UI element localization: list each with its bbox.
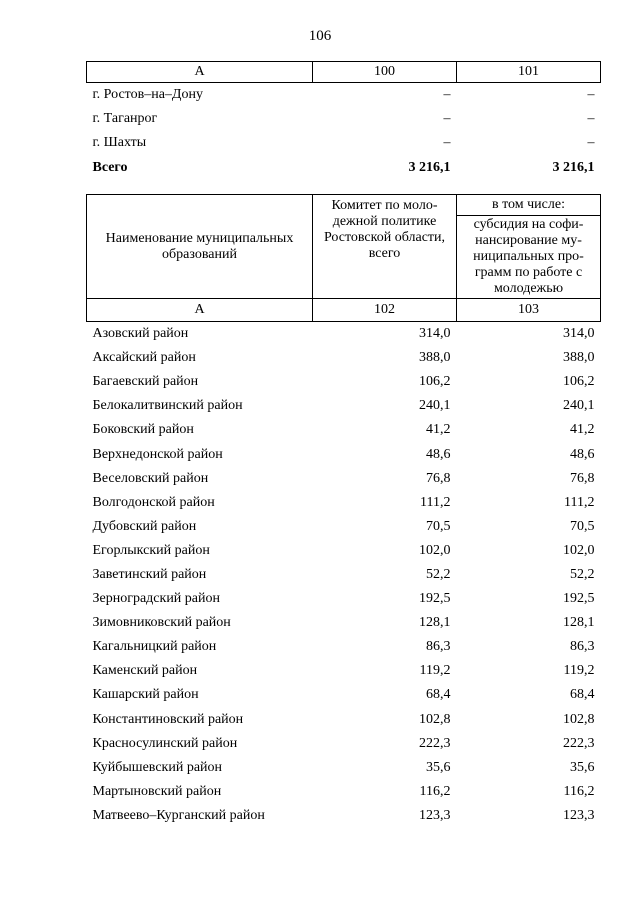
table-row bbox=[87, 370, 601, 394]
table-row bbox=[87, 780, 601, 804]
row-value-102: 102,0 bbox=[419, 542, 451, 558]
row-name: Зимовниковский район bbox=[92, 615, 231, 631]
row-value-102: 76,8 bbox=[426, 470, 451, 486]
row-name: Заветинский район bbox=[92, 566, 207, 582]
row-name: г. Шахты bbox=[92, 135, 147, 150]
column-number-103: 103 bbox=[457, 299, 601, 322]
table-row bbox=[87, 442, 601, 466]
column-number-row bbox=[87, 299, 601, 322]
row-value-102: 240,1 bbox=[419, 398, 451, 414]
row-value-102: 102,8 bbox=[419, 711, 451, 727]
row-value-102: 35,6 bbox=[426, 759, 451, 775]
row-value-101: – bbox=[587, 111, 595, 126]
total-row bbox=[87, 155, 601, 181]
row-value-102: 388,0 bbox=[419, 350, 451, 366]
row-name: Красносулинский район bbox=[92, 735, 238, 751]
table-row bbox=[87, 804, 601, 828]
row-name: Аксайский район bbox=[92, 350, 196, 366]
row-value-102: 70,5 bbox=[426, 518, 451, 534]
table-row bbox=[87, 322, 601, 347]
table-row bbox=[87, 107, 601, 131]
row-name: Каменский район bbox=[92, 663, 198, 679]
row-name: Константиновский район bbox=[92, 711, 244, 727]
table-row bbox=[87, 418, 601, 442]
row-value-103: 314,0 bbox=[563, 326, 595, 342]
row-name: Кагальницкий район bbox=[92, 639, 217, 655]
table-row bbox=[87, 756, 601, 780]
column-number-a: А bbox=[87, 299, 313, 322]
row-value-103: 68,4 bbox=[570, 687, 595, 703]
column-number-a: А bbox=[87, 62, 313, 83]
row-value-102: 128,1 bbox=[419, 615, 451, 631]
row-value-103: 52,2 bbox=[570, 566, 595, 582]
row-value-103: 111,2 bbox=[564, 494, 595, 510]
table-row bbox=[87, 131, 601, 155]
row-value-103: 48,6 bbox=[570, 446, 595, 462]
row-value-103: 41,2 bbox=[570, 422, 595, 438]
total-value-100: 3 216,1 bbox=[408, 160, 451, 175]
row-value-102: 52,2 bbox=[426, 566, 451, 582]
table-row bbox=[87, 635, 601, 659]
row-name: Багаевский район bbox=[92, 374, 199, 390]
row-value-103: 86,3 bbox=[570, 639, 595, 655]
row-name: г. Таганрог bbox=[92, 111, 158, 126]
row-value-103: 128,1 bbox=[563, 615, 595, 631]
row-value-103: 35,6 bbox=[570, 759, 595, 775]
row-value-102: 68,4 bbox=[426, 687, 451, 703]
table-row bbox=[87, 563, 601, 587]
row-value-102: 111,2 bbox=[420, 494, 451, 510]
table-row bbox=[87, 394, 601, 418]
row-value-101: – bbox=[587, 135, 595, 150]
column-number-101: 101 bbox=[457, 62, 601, 83]
row-value-102: 106,2 bbox=[419, 374, 451, 390]
row-name: Веселовский район bbox=[92, 470, 209, 486]
row-value-101: – bbox=[587, 87, 595, 102]
row-name: Дубовский район bbox=[92, 518, 197, 534]
row-value-102: 192,5 bbox=[419, 591, 451, 607]
header-committee: Комитет по моло-дежной политике Ростовской области, всего bbox=[313, 195, 457, 299]
row-name: Азовский район bbox=[92, 326, 189, 342]
table-row bbox=[87, 491, 601, 515]
table-row bbox=[87, 708, 601, 732]
row-value-103: 123,3 bbox=[563, 807, 595, 823]
column-number-header-row bbox=[87, 62, 601, 83]
row-value-103: 70,5 bbox=[570, 518, 595, 534]
row-name: Боковский район bbox=[92, 422, 194, 438]
column-number-102: 102 bbox=[313, 299, 457, 322]
row-name: Белокалитвинский район bbox=[92, 398, 243, 414]
header-municipal-name: Наименование муниципальных образований bbox=[87, 195, 313, 299]
row-name: Мартыновский район bbox=[92, 783, 222, 799]
table-row bbox=[87, 732, 601, 756]
table-row bbox=[87, 539, 601, 563]
row-value-103: 240,1 bbox=[563, 398, 595, 414]
row-value-102: 41,2 bbox=[426, 422, 451, 438]
table-row bbox=[87, 587, 601, 611]
row-value-103: 102,0 bbox=[563, 542, 595, 558]
row-value-103: 106,2 bbox=[563, 374, 595, 390]
row-value-103: 192,5 bbox=[563, 591, 595, 607]
table-row bbox=[87, 83, 601, 108]
row-value-102: 123,3 bbox=[419, 807, 451, 823]
row-value-102: 48,6 bbox=[426, 446, 451, 462]
header-including: в том числе: bbox=[457, 195, 601, 216]
table-row bbox=[87, 659, 601, 683]
row-value-102: 116,2 bbox=[419, 783, 451, 799]
row-name: Верхнедонской район bbox=[92, 446, 223, 462]
column-number-100: 100 bbox=[313, 62, 457, 83]
row-value-103: 222,3 bbox=[563, 735, 595, 751]
total-label: Всего bbox=[92, 160, 128, 175]
row-value-102: 86,3 bbox=[426, 639, 451, 655]
row-value-100: – bbox=[443, 111, 451, 126]
row-name: Куйбышевский район bbox=[92, 759, 223, 775]
row-value-103: 119,2 bbox=[563, 663, 595, 679]
total-value-101: 3 216,1 bbox=[552, 160, 595, 175]
budget-table-top bbox=[86, 61, 601, 181]
table-row bbox=[87, 611, 601, 635]
page-number: 106 bbox=[308, 28, 332, 44]
row-value-103: 102,8 bbox=[563, 711, 595, 727]
row-name: Матвеево–Курганский район bbox=[92, 807, 265, 823]
row-value-102: 222,3 bbox=[419, 735, 451, 751]
row-value-103: 116,2 bbox=[563, 783, 595, 799]
row-name: Кашарский район bbox=[92, 687, 199, 703]
row-value-103: 76,8 bbox=[570, 470, 595, 486]
header-subsidy: субсидия на софи-нансирование му-ниципальных про-грамм по работе с молодежью bbox=[457, 216, 601, 299]
table-row bbox=[87, 346, 601, 370]
header-row bbox=[87, 195, 601, 216]
row-name: г. Ростов–на–Дону bbox=[92, 87, 203, 102]
row-value-102: 314,0 bbox=[419, 326, 451, 342]
row-value-102: 119,2 bbox=[419, 663, 451, 679]
table-row bbox=[87, 683, 601, 707]
table-row bbox=[87, 467, 601, 491]
row-value-100: – bbox=[443, 135, 451, 150]
row-name: Зерноградский район bbox=[92, 591, 220, 607]
budget-table-municipal bbox=[86, 194, 601, 828]
row-name: Егорлыкский район bbox=[92, 542, 210, 558]
row-value-100: – bbox=[443, 87, 451, 102]
row-value-103: 388,0 bbox=[563, 350, 595, 366]
table-row bbox=[87, 515, 601, 539]
row-name: Волгодонской район bbox=[92, 494, 215, 510]
